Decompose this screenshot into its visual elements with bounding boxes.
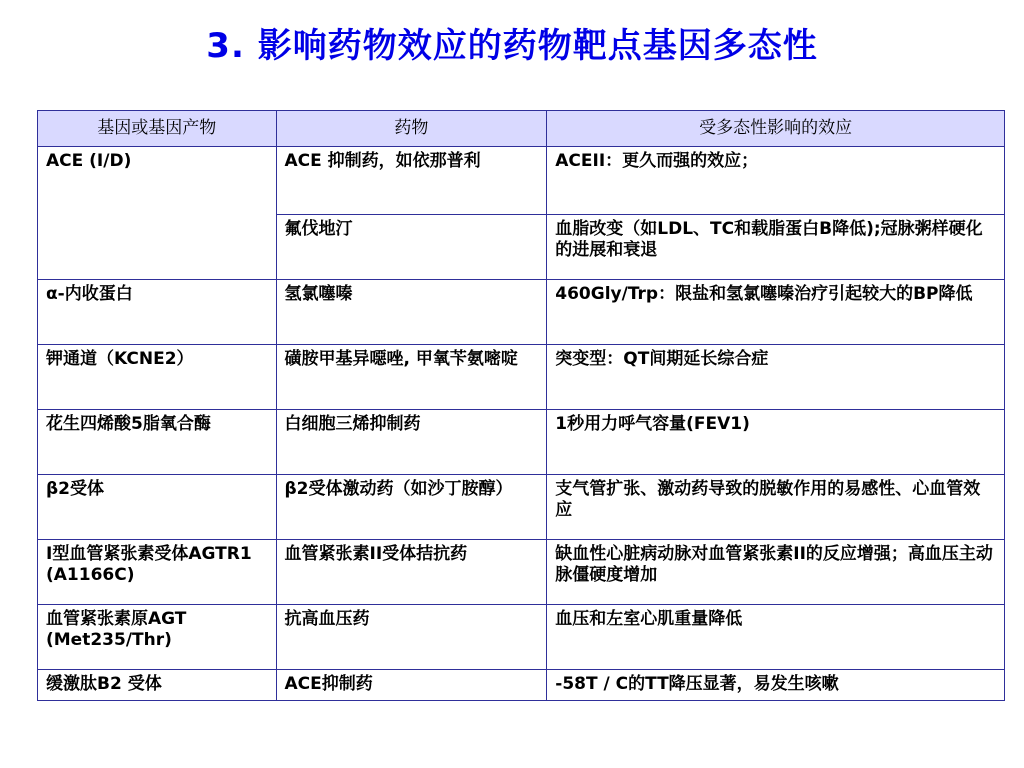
header-effect: 受多态性影响的效应 [547,111,1005,147]
cell-drug: ACE 抑制药，如依那普利 [276,147,547,215]
cell-gene: 钾通道（KCNE2） [38,345,277,410]
cell-gene: β2受体 [38,475,277,540]
table-row [38,345,1005,410]
table-row [38,670,1005,701]
cell-effect: 460Gly/Trp：限盐和氢氯噻嗪治疗引起较大的BP降低 [547,280,1005,345]
table-row [38,147,1005,215]
table-row [38,540,1005,605]
cell-gene: 花生四烯酸5脂氧合酶 [38,410,277,475]
cell-drug: 氢氯噻嗪 [276,280,547,345]
page-title: 3. 影响药物效应的药物靶点基因多态性 [206,26,818,66]
cell-drug: 白细胞三烯抑制药 [276,410,547,475]
cell-drug: ACE抑制药 [276,670,547,701]
table-row [38,605,1005,670]
cell-effect: 血脂改变（如LDL、TC和载脂蛋白B降低);冠脉粥样硬化的进展和衰退 [547,215,1005,280]
cell-drug: 血管紧张素II受体拮抗药 [276,540,547,605]
table-row [38,410,1005,475]
cell-effect: ACEII：更久而强的效应； [547,147,1005,215]
cell-drug: 磺胺甲基异噁唑, 甲氧苄氨嘧啶 [276,345,547,410]
cell-drug: β2受体激动药（如沙丁胺醇） [276,475,547,540]
table-row [38,280,1005,345]
cell-effect: 支气管扩张、激动药导致的脱敏作用的易感性、心血管效应 [547,475,1005,540]
cell-gene: 缓激肽B2 受体 [38,670,277,701]
table-header-row [38,111,1005,147]
table-row [38,475,1005,540]
cell-gene: I型血管紧张素受体AGTR1 (A1166C) [38,540,277,605]
header-gene: 基因或基因产物 [38,111,277,147]
cell-gene: 血管紧张素原AGT (Met235/Thr) [38,605,277,670]
header-drug: 药物 [276,111,547,147]
cell-effect: -58T / C的TT降压显著，易发生咳嗽 [547,670,1005,701]
cell-effect: 1秒用力呼气容量(FEV1) [547,410,1005,475]
cell-drug: 氟伐地汀 [276,215,547,280]
cell-gene: α-内收蛋白 [38,280,277,345]
cell-drug: 抗高血压药 [276,605,547,670]
cell-effect: 缺血性心脏病动脉对血管紧张素II的反应增强；高血压主动脉僵硬度增加 [547,540,1005,605]
cell-effect: 突变型：QT间期延长综合症 [547,345,1005,410]
cell-effect: 血压和左室心肌重量降低 [547,605,1005,670]
cell-gene: ACE (I/D) [38,147,277,280]
polymorphism-table [37,110,1005,701]
